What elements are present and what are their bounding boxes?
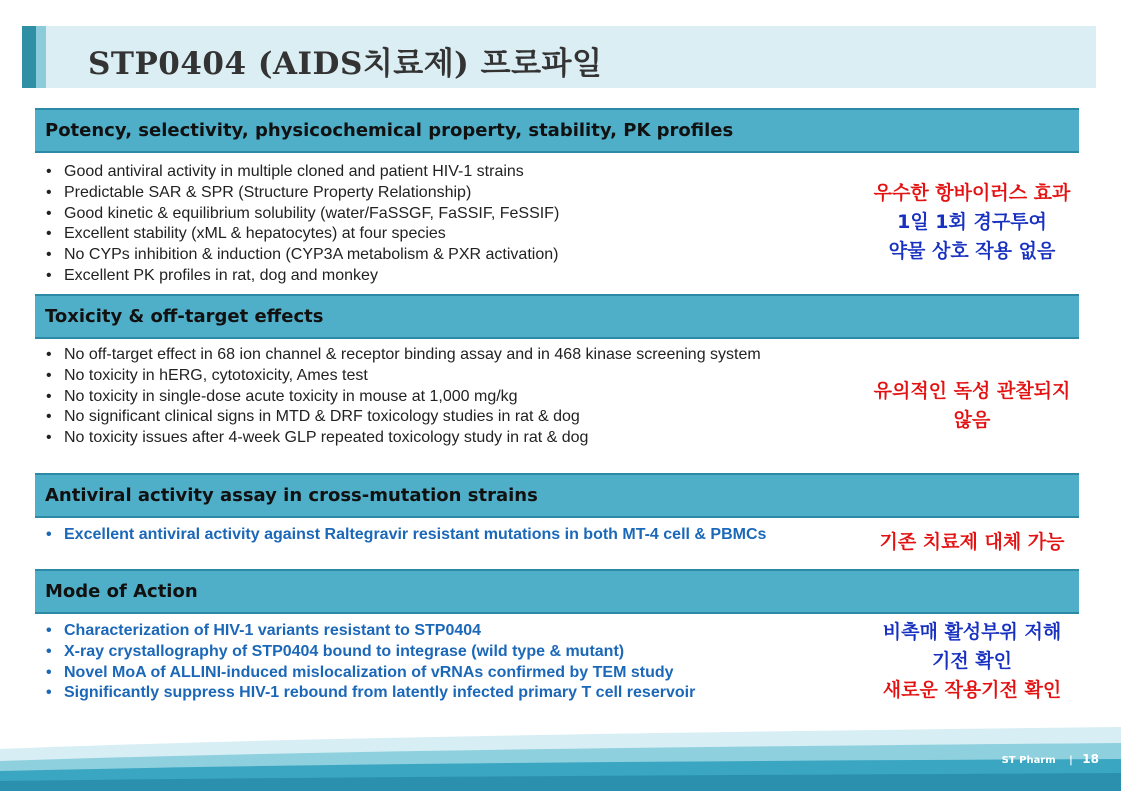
bullet-item: • Excellent PK profiles in rat, dog and monkey [45, 266, 805, 287]
summary-note [847, 528, 1097, 557]
summary-line: 우수한 항바이러스 효과 [873, 182, 1071, 204]
footer-company: ST Pharm [1001, 755, 1056, 766]
bullet-item: • Good antiviral activity in multiple cloned and patient HIV-1 strains [45, 162, 805, 183]
summary-note [847, 377, 1097, 435]
summary-line: 기전 확인 [931, 650, 1013, 672]
footer-wave [0, 721, 1121, 791]
bullet-item: • Good kinetic & equilibrium solubility (water/FaSSGF, FaSSIF, FeSSIF) [45, 204, 805, 225]
summary-line: 새로운 작용기전 확인 [882, 679, 1062, 701]
page-title: STP0404 (AIDS치료제) 프로파일 [88, 46, 603, 82]
bullet-item: • No significant clinical signs in MTD & DRF toxicology studies in rat & dog [45, 407, 805, 428]
section-toxicity [35, 294, 1079, 473]
footer-label [1002, 752, 1099, 766]
section-mode-of-action [35, 569, 1079, 714]
section-body [35, 153, 1079, 294]
bullet-item: • Predictable SAR & SPR (Structure Property Relationship) [45, 183, 805, 204]
summary-line: 약물 상호 작용 없음 [888, 240, 1056, 262]
page-number: 18 [1082, 752, 1099, 766]
bullet-list [45, 162, 805, 287]
section-body [35, 518, 1079, 570]
bullet-list [45, 345, 805, 449]
bullet-item: • No toxicity in hERG, cytotoxicity, Ames test [45, 366, 805, 387]
section-header: Potency, selectivity, physicochemical property, stability, PK profiles [35, 108, 1079, 153]
summary-line: 비촉매 활성부위 저해 [882, 621, 1062, 643]
bullet-item: • Characterization of HIV-1 variants resistant to STP0404 [45, 621, 805, 642]
title-accent-dark [22, 26, 36, 88]
title-bar [22, 26, 1096, 88]
bullet-item: • No toxicity issues after 4-week GLP repeated toxicology study in rat & dog [45, 428, 805, 449]
bullet-item: • Novel MoA of ALLINI-induced mislocalization of vRNAs confirmed by TEM study [45, 663, 805, 684]
bullet-item: • No toxicity in single-dose acute toxicity in mouse at 1,000 mg/kg [45, 387, 805, 408]
bullet-item: • Significantly suppress HIV-1 rebound from latently infected primary T cell reservoir [45, 683, 805, 704]
section-antiviral [35, 473, 1079, 570]
bullet-item: • No off-target effect in 68 ion channel & receptor binding assay and in 468 kinase screening system [45, 345, 805, 366]
section-body [35, 339, 1079, 473]
title-accent-light [36, 26, 46, 88]
summary-line: 1일 1회 경구투여 [897, 211, 1047, 233]
section-body [35, 614, 1079, 714]
bullet-item: • X-ray crystallography of STP0404 bound to integrase (wild type & mutant) [45, 642, 805, 663]
summary-note [847, 179, 1097, 266]
section-header: Antiviral activity assay in cross-mutation strains [35, 473, 1079, 518]
summary-line: 유의적인 독성 관찰되지 [873, 380, 1071, 402]
bullet-item: • No CYPs inhibition & induction (CYP3A metabolism & PXR activation) [45, 245, 805, 266]
bullet-list [45, 525, 785, 546]
bullet-item: • Excellent stability (xML & hepatocytes) at four species [45, 224, 805, 245]
section-header: Toxicity & off-target effects [35, 294, 1079, 339]
bullet-list [45, 621, 805, 704]
section-header: Mode of Action [35, 569, 1079, 614]
summary-line: 않음 [953, 409, 991, 431]
summary-line: 기존 치료제 대체 가능 [879, 531, 1065, 553]
section-potency [35, 108, 1079, 294]
bullet-item: • Excellent antiviral activity against Raltegravir resistant mutations in both MT-4 cell & PBMCs [45, 525, 785, 546]
summary-note [847, 618, 1097, 705]
footer-separator: | [1069, 755, 1073, 766]
